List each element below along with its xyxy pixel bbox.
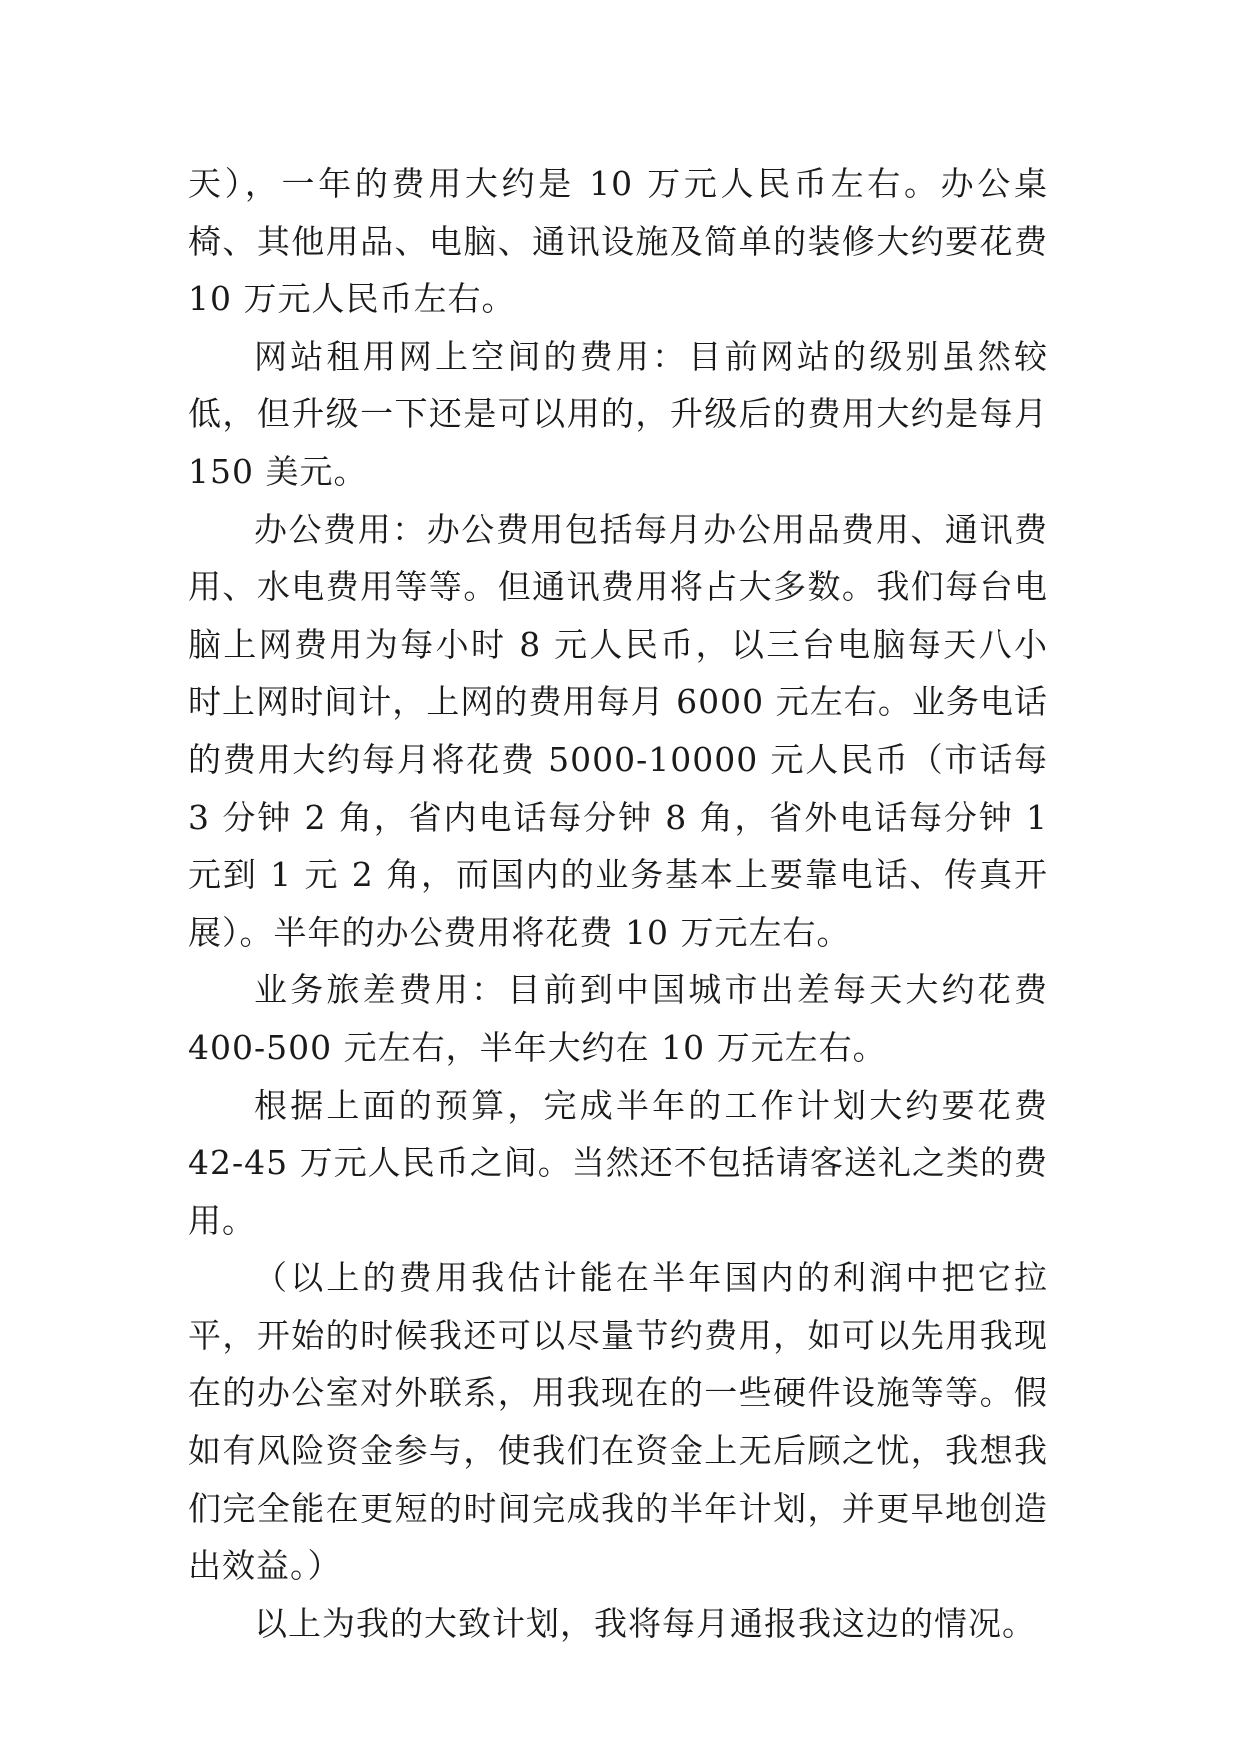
- paragraph-travel-expenses: 业务旅差费用：目前到中国城市出差每天大约花费 400-500 元左右，半年大约在 10 万元左右。: [188, 970, 1048, 1067]
- paragraph-office-expenses: 办公费用：办公费用包括每月办公用品费用、通讯费用、水电费用等等。但通讯费用将占大多数。我们每台电脑上网费用为每小时 8 元人民币，以三台电脑每天八小时上网时间计，上网的费用每月 6000 元左右。业务电话的费用大约每月将花费 5000-10000 元人民币（市话每 3 分钟 2 角，省内电话每分钟 8 角，省外电话每分钟 1 元到 1 元 2 角，而国内的业务基本上要靠电话、传真开展）。半年的办公费用将花费 10 万元左右。: [188, 509, 1048, 952]
- paragraph-website-hosting: 网站租用网上空间的费用：目前网站的级别虽然较低，但升级一下还是可以用的，升级后的费用大约是每月 150 美元。: [188, 336, 1048, 491]
- paragraph-cost-notes: （以上的费用我估计能在半年国内的利润中把它拉平，开始的时候我还可以尽量节约费用，如可以先用我现在的办公室对外联系，用我现在的一些硬件设施等等。假如有风险资金参与，使我们在资金上无后顾之忧，我想我们完全能在更短的时间完成我的半年计划，并更早地创造出效益。）: [188, 1258, 1048, 1586]
- paragraph-budget-total: 根据上面的预算，完成半年的工作计划大约要花费 42-45 万元人民币之间。当然还不包括请客送礼之类的费用。: [188, 1085, 1048, 1240]
- paragraph-closing: 以上为我的大致计划，我将每月通报我这边的情况。: [254, 1603, 1036, 1643]
- paragraph-costs-continued: 天），一年的费用大约是 10 万元人民币左右。办公桌椅、其他用品、电脑、通讯设施及简单的装修大约要花费 10 万元人民币左右。: [188, 164, 1048, 319]
- document-body: [188, 155, 1048, 1652]
